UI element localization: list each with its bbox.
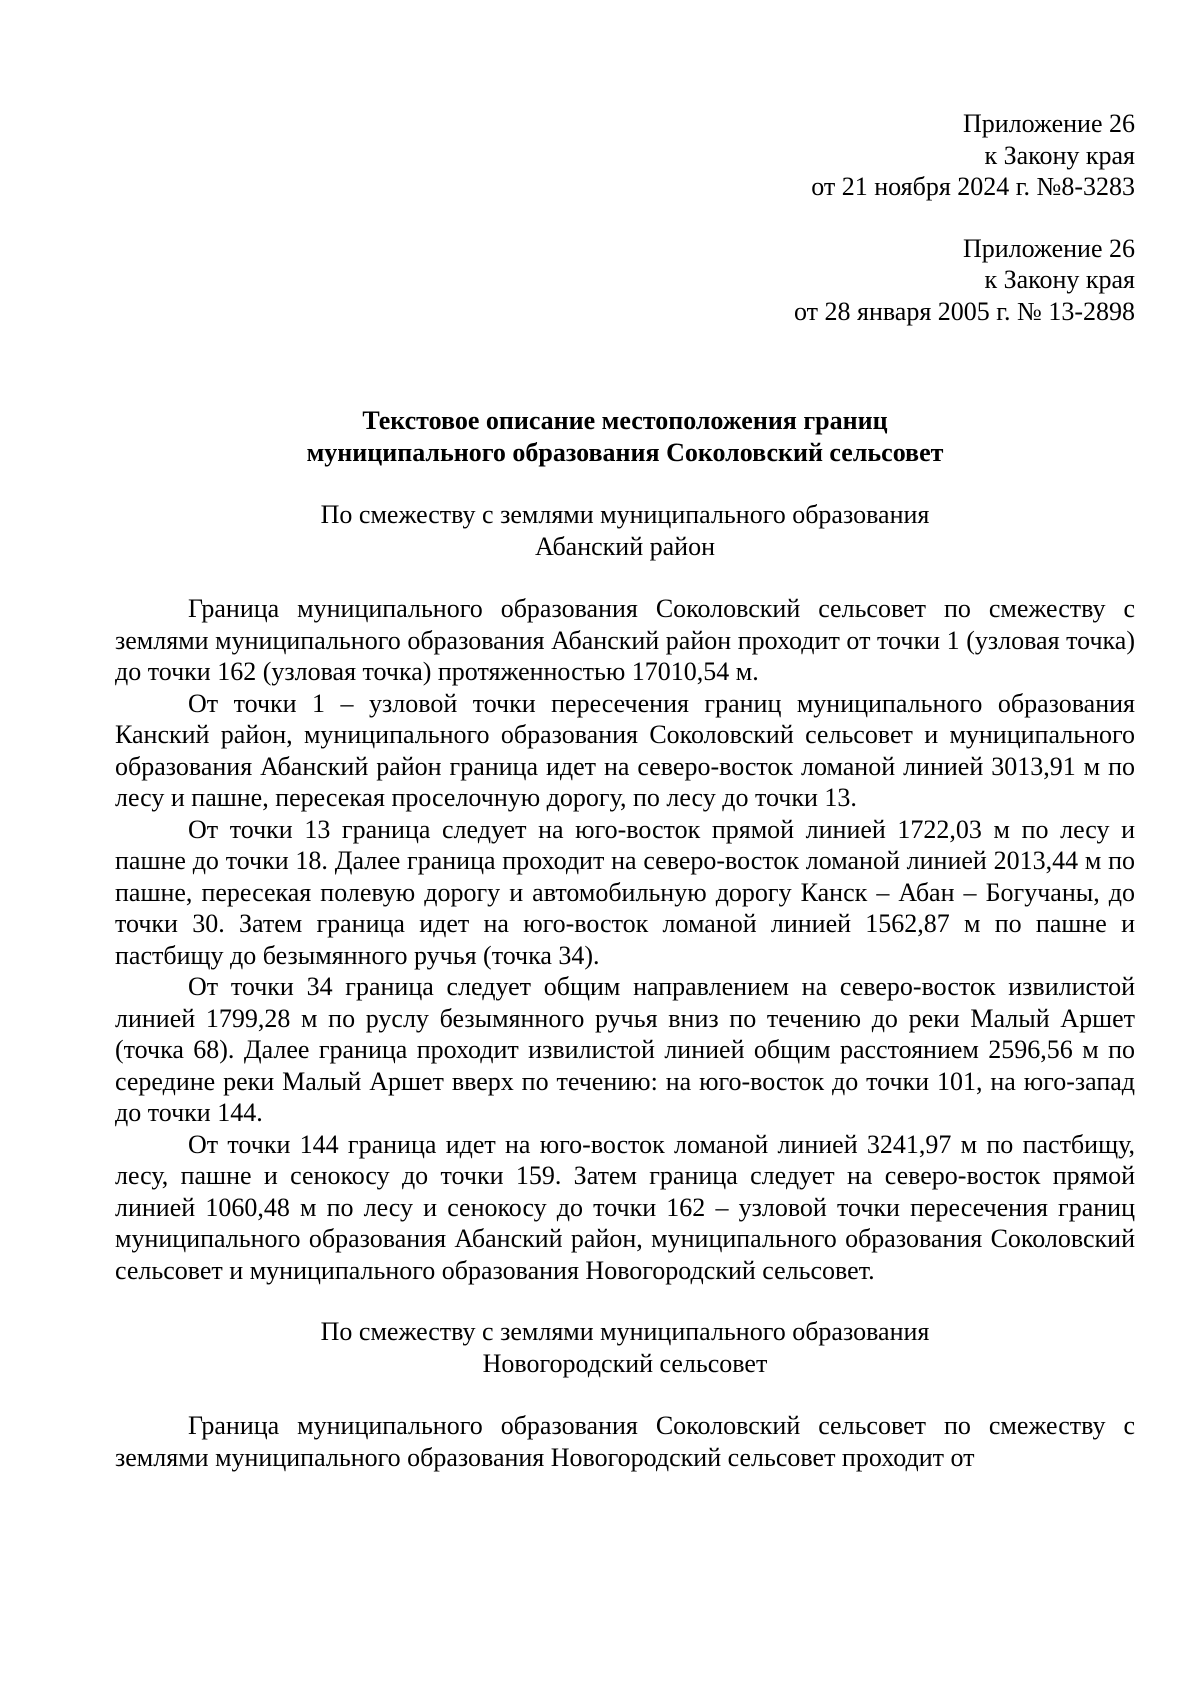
appendix-original-law: к Закону края [984,265,1135,294]
appendix-current-date: от 21 ноября 2024 г. №8-3283 [811,172,1135,201]
section-heading-line-1: По смежеству с землями муниципального образования [320,500,930,529]
paragraph: От точки 1 – узловой точки пересечения границ муниципального образования Канский район, муниципального образования Соколовский сельсовет и муниципального образования Абанский район граница идет на северо-восток ломаной линией 3013,91 м по лесу и пашне, пересекая проселочную дорогу, по лесу до точки 13. [115,688,1135,812]
appendix-current-block [115,108,1135,203]
paragraph: От точки 13 граница следует на юго-восток прямой линией 1722,03 м по лесу и пашне до точки 18. Далее граница проходит на северо-восток ломаной линией 2013,44 м по пашне, пересекая полевую дорогу и автомобильную дорогу Канск – Абан – Богучаны, до точки 30. Затем граница идет на юго-восток ломаной линией 1562,87 м по пашне и пастбищу до безымянного ручья (точка 34). [115,814,1135,970]
section-heading-line-1: По смежеству с землями муниципального образования [320,1317,930,1346]
appendix-original-date: от 28 января 2005 г. № 13-2898 [793,296,1135,326]
document-title-line-1: Текстовое описание местоположения границ [362,406,888,435]
page-content [115,108,1135,1473]
appendix-current-number: Приложение 26 [962,109,1135,138]
document-title [115,405,1135,468]
paragraph: Граница муниципального образования Соколовский сельсовет по смежеству с землями муниципального образования Новогородский сельсовет проходит от [115,1411,1135,1472]
paragraph: От точки 144 граница идет на юго-восток ломаной линией 3241,97 м по пастбищу, лесу, пашне и сенокосу до точки 159. Затем граница следует на северо-восток прямой линией 1060,48 м по лесу и сенокосу до точки 162 – узловой точки пересечения границ муниципального образования Абанский район, муниципального образования Соколовский сельсовет и муниципального образования Новогородский сельсовет. [115,1129,1135,1285]
section-heading-line-2: Абанский район [534,531,715,561]
section-heading-aban [115,499,1135,562]
paragraph: Граница муниципального образования Соколовский сельсовет по смежеству с землями муниципального образования Абанский район проходит от точки 1 (узловая точка) до точки 162 (узловая точка) протяженностью 17010,54 м. [115,594,1135,686]
appendix-current-law: к Закону края [984,140,1135,170]
section-heading-line-2: Новогородский сельсовет [482,1348,768,1378]
section-body-novogorod [115,1410,1135,1473]
appendix-original-block [115,233,1135,328]
section-body-aban [115,593,1135,1286]
paragraph: От точки 34 граница следует общим направлением на северо-восток извилистой линией 1799,28 м по руслу безымянного ручья вниз по течению до реки Малый Аршет (точка 68). Далее граница проходит извилистой линией общим расстоянием 2596,56 м по середине реки Малый Аршет вверх по течению: на юго-восток до точки 101, на юго-запад до точки 144. [115,972,1135,1127]
appendix-original-number: Приложение 26 [962,233,1135,263]
document-title-line-2: муниципального образования Соколовский сельсовет [306,437,944,467]
section-heading-novogorod [115,1316,1135,1379]
